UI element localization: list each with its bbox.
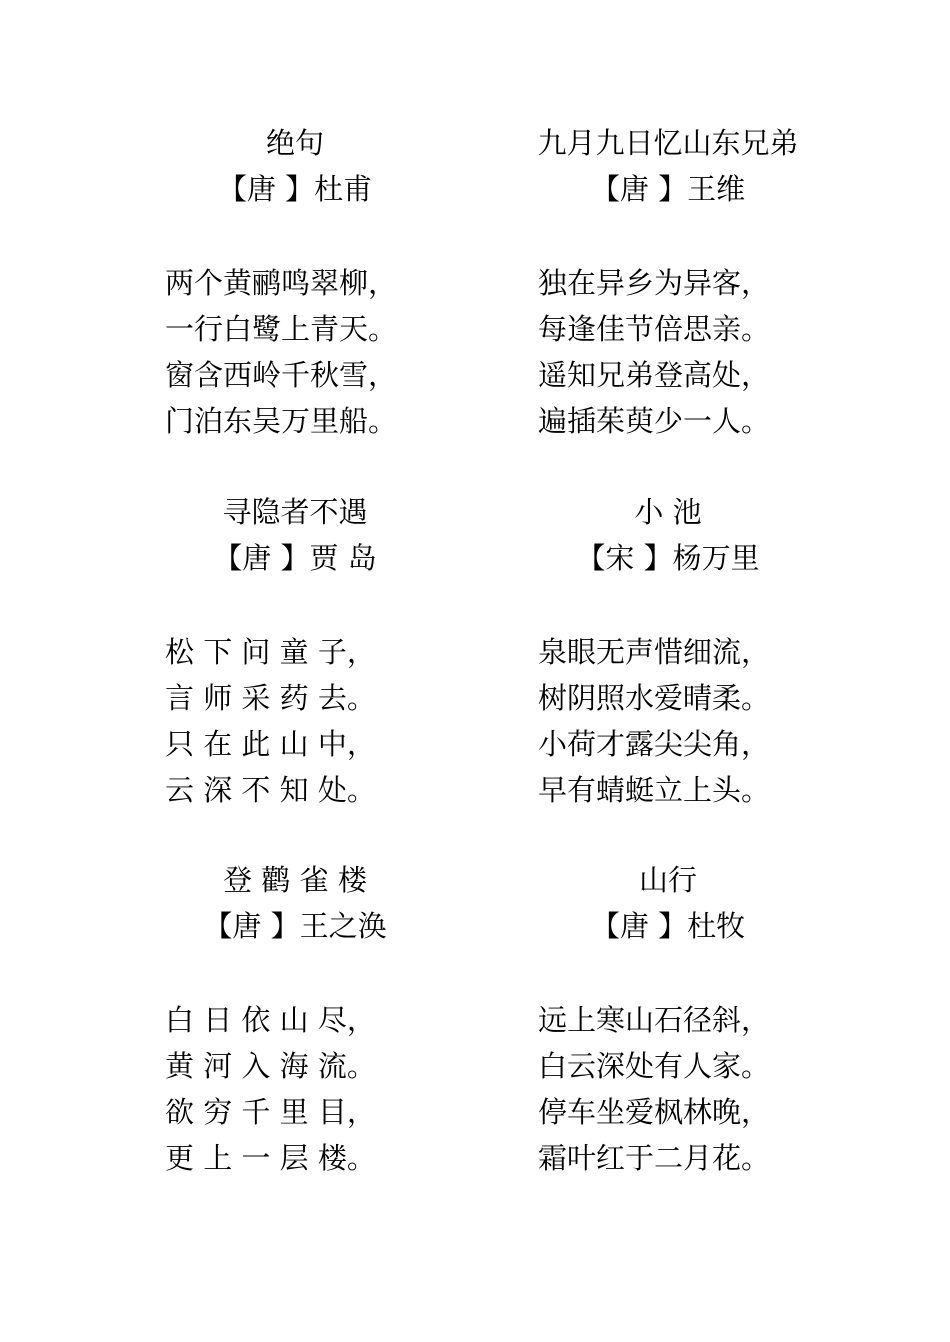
poem-jiuyue-jiuri [538, 120, 868, 444]
poem-lines [538, 629, 868, 813]
poem-line: 遍插茱萸少一人。 [538, 404, 771, 438]
poem-line: 黄 河 入 海 流。 [165, 1049, 376, 1083]
poem-title: 登 鹳 雀 楼 [223, 863, 367, 897]
poem-line: 每逢佳节倍思亲。 [538, 312, 771, 346]
poem-author: 【唐 】贾 岛 [213, 541, 377, 575]
poem-line: 白云深处有人家。 [538, 1049, 771, 1083]
poem-title: 寻隐者不遇 [222, 495, 368, 529]
poem-line: 窗含西岭千秋雪， [165, 358, 398, 392]
poem-line: 小荷才露尖尖角， [538, 727, 771, 761]
poem-line: 欲 穷 千 里 目， [165, 1095, 376, 1129]
poem-deng-guanque-lou [165, 857, 495, 1181]
poem-line: 白 日 依 山 尽， [165, 1003, 376, 1037]
poem-line: 树阴照水爱晴柔。 [538, 681, 771, 715]
poem-line: 远上寒山石径斜， [538, 1003, 771, 1037]
poem-lines [165, 629, 495, 813]
poem-line: 泉眼无声惜细流， [538, 635, 771, 669]
poem-author: 【唐 】王之涣 [203, 909, 387, 943]
poem-line: 一行白鹭上青天。 [165, 312, 398, 346]
poem-lines [165, 260, 495, 444]
poem-line: 独在异乡为异客， [538, 266, 771, 300]
poem-line: 两个黄鹂鸣翠柳， [165, 266, 398, 300]
poem-xiao-chi [538, 489, 868, 813]
poem-xun-yinzhe [165, 489, 495, 813]
poem-line: 云 深 不 知 处。 [165, 773, 376, 807]
poem-line: 门泊东吴万里船。 [165, 404, 398, 438]
poem-author: 【唐 】王维 [590, 172, 746, 206]
poem-author: 【唐 】杜甫 [217, 172, 373, 206]
poem-title: 绝句 [265, 126, 324, 160]
poem-line: 只 在 此 山 中， [165, 727, 376, 761]
poem-line: 遥知兄弟登高处， [538, 358, 771, 392]
poem-title: 九月九日忆山东兄弟 [537, 126, 799, 160]
poem-jueju [165, 120, 495, 444]
poem-shan-xing [538, 857, 868, 1181]
poem-author: 【宋 】杨万里 [576, 541, 760, 575]
poem-title: 小 池 [634, 495, 702, 529]
poem-lines [538, 997, 868, 1181]
poem-author: 【唐 】杜牧 [590, 909, 746, 943]
poem-line: 言 师 采 药 去。 [165, 681, 376, 715]
poem-line: 霜叶红于二月花。 [538, 1141, 771, 1175]
poem-lines [538, 260, 868, 444]
poem-line: 更 上 一 层 楼。 [165, 1141, 376, 1175]
poem-line: 停车坐爱枫林晚， [538, 1095, 771, 1129]
poem-line: 早有蜻蜓立上头。 [538, 773, 771, 807]
poem-line: 松 下 问 童 子， [165, 635, 376, 669]
poem-title: 山行 [638, 863, 697, 897]
poem-lines [165, 997, 495, 1181]
